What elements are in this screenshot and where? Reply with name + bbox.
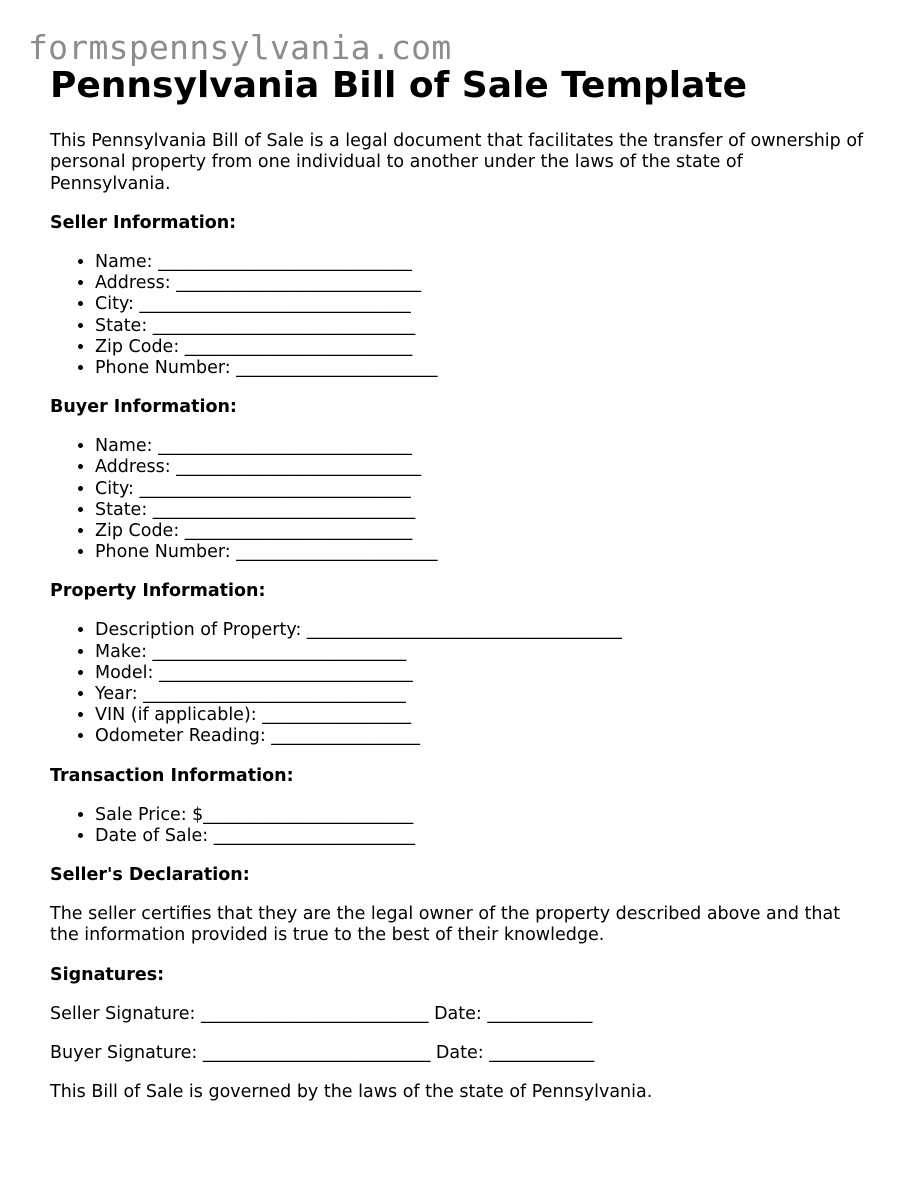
transaction-heading: Transaction Information: — [50, 765, 294, 786]
signatures-heading: Signatures: — [50, 964, 165, 985]
buyer-heading: Buyer Information: — [50, 397, 237, 418]
footer-text: This Bill of Sale is governed by the laws of the state of Pennsylvania. — [50, 1082, 653, 1103]
seller-name-item: • Name: _____________________________ — [95, 252, 880, 273]
page-title: Pennsylvania Bill of Sale Template — [50, 65, 748, 106]
property-vin-item: • VIN (if applicable): _________________ — [95, 705, 880, 726]
buyer-zip-item: • Zip Code: __________________________ — [95, 521, 880, 542]
transaction-list — [50, 805, 880, 847]
seller-signature-line: Seller Signature: __________________________ Date: ____________ — [50, 1003, 593, 1024]
seller-list — [50, 252, 880, 379]
property-description-item: • Description of Property: ____________________________________ — [95, 620, 880, 641]
property-model-item: • Model: _____________________________ — [95, 663, 880, 684]
buyer-list — [50, 436, 880, 563]
buyer-city-item: • City: _______________________________ — [95, 479, 880, 500]
buyer-phone-item: • Phone Number: _______________________ — [95, 542, 880, 563]
seller-zip-item: • Zip Code: __________________________ — [95, 337, 880, 358]
property-list — [50, 620, 880, 747]
watermark: formspennsylvania.com — [28, 28, 452, 67]
sale-date-item: • Date of Sale: _______________________ — [95, 826, 880, 847]
buyer-state-item: • State: ______________________________ — [95, 500, 880, 521]
buyer-signature-line: Buyer Signature: __________________________ Date: ____________ — [50, 1042, 595, 1063]
seller-state-item: • State: ______________________________ — [95, 316, 880, 337]
document — [50, 64, 880, 1103]
seller-address-item: • Address: ____________________________ — [95, 273, 880, 294]
seller-city-item: • City: _______________________________ — [95, 294, 880, 315]
buyer-name-item: • Name: _____________________________ — [95, 436, 880, 457]
seller-phone-item: • Phone Number: _______________________ — [95, 358, 880, 379]
declaration-paragraph: The seller certifies that they are the legal owner of the property described above and that the information provided is true to the best of their knowledge. — [50, 903, 841, 946]
property-heading: Property Information: — [50, 581, 266, 602]
declaration-heading: Seller's Declaration: — [50, 864, 250, 885]
buyer-address-item: • Address: ____________________________ — [95, 457, 880, 478]
property-year-item: • Year: ______________________________ — [95, 684, 880, 705]
property-odometer-item: • Odometer Reading: _________________ — [95, 726, 880, 747]
intro-paragraph: This Pennsylvania Bill of Sale is a legal document that facilitates the transfer of ownership of personal property from one individual to another under the laws of the state of Pennsylvania. — [50, 131, 864, 194]
seller-heading: Seller Information: — [50, 212, 237, 233]
sale-price-item: • Sale Price: $________________________ — [95, 805, 880, 826]
property-make-item: • Make: _____________________________ — [95, 642, 880, 663]
